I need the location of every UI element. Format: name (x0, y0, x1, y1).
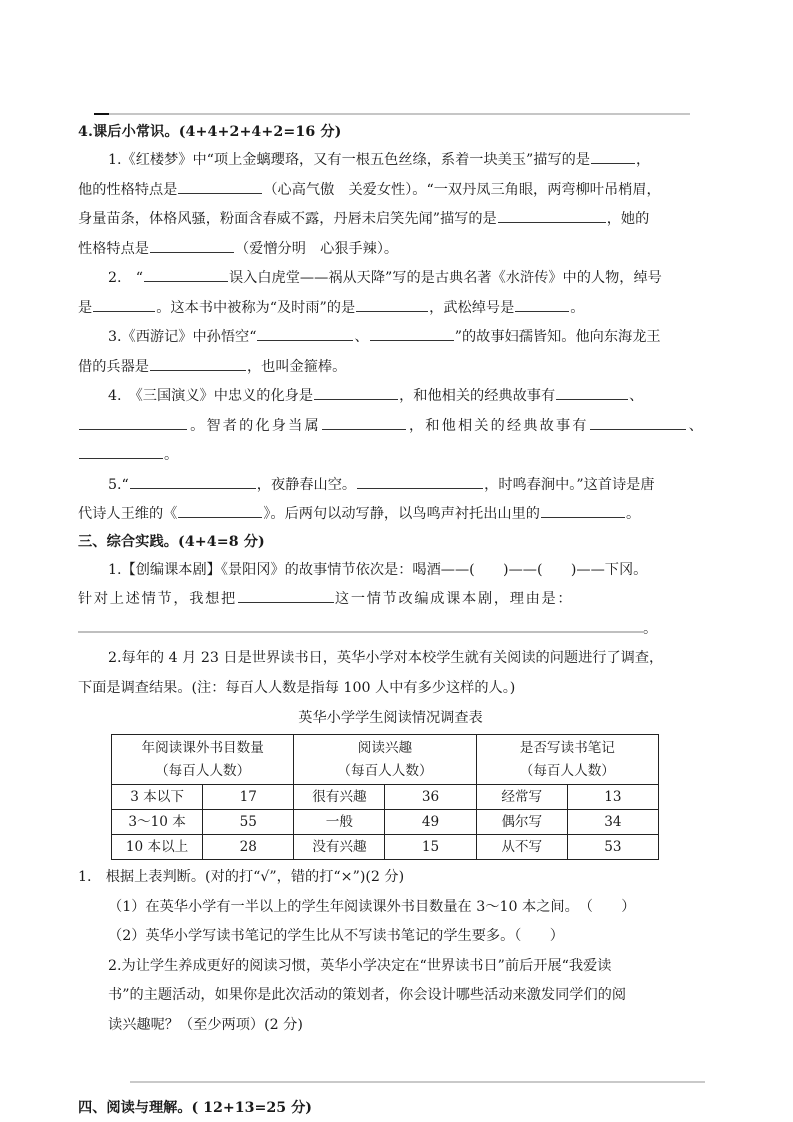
q4-5-text-c: ，时鸣春涧中。”这首诗是唐 (484, 476, 655, 493)
q4-3-text-a: 3.《西游记》中孙悟空“ (108, 329, 257, 345)
table-header-interest (294, 735, 476, 785)
table-header-books (112, 735, 294, 785)
q4-1-text-b: ， (636, 152, 651, 168)
cell-category: 3～10 本 (112, 810, 203, 835)
question-4-4-line2 (78, 412, 703, 471)
q4-2-text-b: 误入白虎堂——祸从天降”写的是古典名著《水浒传》中的人物，绰号 (228, 270, 662, 286)
cell-category: 一般 (294, 810, 385, 835)
q4-5-text-d: 代诗人王维的《 (78, 506, 178, 522)
divider-rule (109, 113, 690, 115)
header-line-1: 年阅读课外书目数量 (141, 739, 264, 756)
q4-1-text-f: ，她的 (606, 211, 650, 227)
blank[interactable] (314, 383, 398, 400)
q3-2-text-a: 2.每年的 4 月 23 日是世界读书日，英华小学对本校学生就有关阅读的问题进行了调查， (108, 650, 664, 666)
question-4-1-line2 (78, 176, 703, 206)
question-4-5-line2 (78, 500, 703, 530)
q4-4-text-d: 。智者的化身当属 (188, 417, 321, 434)
top-divider (78, 104, 703, 118)
header-line-2: （每百人人数） (519, 762, 615, 779)
cell-value: 15 (385, 835, 476, 860)
cell-value: 49 (385, 810, 476, 835)
q3-1-text-a: 1.【创编课本剧】《景阳冈》的故事情节依次是：喝酒——( )——( )——下冈。 (108, 561, 648, 578)
q4-2-text-a: 2. “ (108, 270, 143, 286)
reading-survey-table (111, 734, 659, 860)
q4-3-text-d: 借的兵器是 (78, 358, 149, 375)
q3-1-text-c: 这一情节改编成课本剧，理由是： (334, 591, 574, 607)
blank[interactable] (556, 383, 628, 400)
blank[interactable] (150, 236, 234, 253)
cell-value: 17 (203, 785, 294, 810)
q3-1-text-d: 。 (643, 620, 658, 637)
judge-instruction: 1. 根据上表判断。(对的打“√”，错的打“×”)(2 分) (78, 869, 405, 885)
divider-rule (130, 1081, 705, 1083)
page-content (78, 104, 703, 1121)
q4-5-text-e: 》。后两句以动写静，以鸟鸣声衬托出山里的 (263, 506, 540, 522)
question-3-2-activity-line3: 读兴趣呢？（至少两项）(2 分) (108, 1016, 303, 1033)
question-4-3 (78, 323, 703, 353)
q3-1-text-b: 针对上述情节，我想把 (78, 591, 237, 607)
question-3-2-intro-line2 (78, 674, 703, 704)
question-4-1-line3 (78, 205, 703, 235)
question-4-2-line2 (78, 294, 703, 324)
question-4-2 (78, 264, 703, 294)
q4-4-text-e: ，和他相关的经典故事有 (406, 417, 589, 434)
blank[interactable] (178, 177, 262, 194)
judge-statement-1[interactable]: （1）在英华小学有一半以上的学生年阅读课外书目数量在 3～10 本之间。 （ ） (108, 898, 636, 915)
blank[interactable] (130, 472, 256, 489)
blank[interactable] (356, 295, 428, 312)
cell-value: 34 (567, 810, 658, 835)
header-line-2: （每百人人数） (337, 762, 433, 779)
q4-4-text-b: ，和他相关的经典故事有 (399, 388, 556, 404)
q4-4-text-g: 。 (164, 447, 179, 463)
blank[interactable] (322, 413, 406, 430)
question-4-3-line2 (78, 353, 703, 383)
question-4-4 (78, 382, 703, 412)
question-4-1 (78, 146, 703, 176)
q4-1-text-a: 1.《红楼梦》中“项上金螭瓔珞，又有一根五色丝绦，系着一块美玉”描写的是 (108, 152, 591, 168)
blank[interactable] (357, 472, 483, 489)
question-3-2-activity: 2.为让学生养成更好的阅读习惯，英华小学决定在“世界读书日”前后开展“我爱读 (108, 957, 612, 974)
blank[interactable] (178, 501, 262, 518)
blank[interactable] (370, 324, 454, 341)
question-4-1-line4 (78, 235, 703, 265)
question-3-1-answer-line (78, 615, 703, 645)
cell-category: 3 本以下 (112, 785, 203, 810)
q4-2-text-e: ，武松绰号是 (429, 299, 515, 316)
table-row (112, 810, 659, 835)
q4-1-text-d: （心高气傲 关爱女性）。“一双丹凤三角眼，两弯柳叶吊梢眉， (263, 181, 661, 198)
survey-table-title: 英华小学学生阅读情况调查表 (298, 710, 483, 726)
blank[interactable] (591, 147, 635, 164)
blank[interactable] (79, 413, 187, 430)
divider-stub (94, 113, 109, 115)
blank[interactable] (150, 354, 246, 371)
judge-statement-2[interactable]: （2）英华小学写读书笔记的学生比从不写读书笔记的学生要多。（ ） (108, 928, 564, 944)
question-3-1 (78, 556, 703, 586)
cell-category: 10 本以上 (112, 835, 203, 860)
section-heading-comprehensive-practice: 三、综合实践。(4+4=8 分) (78, 533, 265, 550)
header-line-2: （每百人人数） (155, 762, 251, 779)
cell-category: 很有兴趣 (294, 785, 385, 810)
q4-5-text-a: 5.“ (108, 476, 129, 493)
blank[interactable] (79, 442, 163, 459)
q4-3-text-b: 、 (354, 329, 369, 345)
question-3-2-intro (78, 644, 703, 674)
table-row (112, 785, 659, 810)
table-header-row (112, 735, 659, 785)
question-3-1-line2 (78, 585, 703, 615)
table-row (112, 835, 659, 860)
blank[interactable] (515, 295, 569, 312)
q4-5-text-b: ，夜静春山空。 (256, 476, 357, 493)
q4-3-text-c: ”的故事妇孺皆知。他向东海龙王 (454, 329, 661, 345)
table-header-notes (476, 735, 658, 785)
cell-category: 没有兴趣 (294, 835, 385, 860)
cell-value: 53 (567, 835, 658, 860)
cell-category: 从不写 (476, 835, 567, 860)
blank[interactable] (144, 265, 228, 282)
cell-category: 经常写 (476, 785, 567, 810)
cell-value: 28 (203, 835, 294, 860)
cell-value: 36 (385, 785, 476, 810)
question-4-5 (78, 471, 703, 501)
cell-value: 55 (203, 810, 294, 835)
q4-3-text-e: ，也叫金箍棒。 (246, 358, 347, 375)
q3-2-text-b: 下面是调查结果。(注：每百人人数是指每 100 人中有多少这样的人。) (78, 679, 516, 696)
answer-ruled-line[interactable] (78, 616, 643, 633)
blank[interactable] (238, 586, 334, 603)
blank[interactable] (257, 324, 353, 341)
blank[interactable] (541, 501, 625, 518)
blank[interactable] (93, 295, 155, 312)
q4-4-text-f: 、 (686, 417, 703, 434)
q4-5-text-f: 。 (625, 506, 641, 522)
q4-2-text-d: 。这本书中被称为“及时雨”的是 (156, 299, 356, 316)
blank[interactable] (590, 413, 686, 430)
q4-2-text-c: 是 (78, 299, 93, 316)
blank[interactable] (498, 206, 606, 223)
section-heading-post-class-knowledge: 4.课后小常识。(4+4+2+4+2=16 分) (78, 124, 342, 140)
q4-1-text-e: 身量苗条，体格风骚，粉面含春威不露，丹唇未启笑先闻”描写的是 (78, 211, 497, 227)
section-heading-reading-comprehension: 四、阅读与理解。( 12+13=25 分) (78, 1100, 312, 1116)
q4-1-text-c: 他的性格特点是 (78, 181, 178, 198)
q4-1-text-h: （爱憎分明 心狠手辣）。 (234, 240, 399, 257)
q4-4-text-a: 4. 《三国演义》中忠义的化身是 (108, 388, 314, 404)
q4-2-text-f: 。 (570, 299, 585, 316)
header-line-1: 阅读兴趣 (357, 739, 413, 756)
cell-category: 偶尔写 (476, 810, 567, 835)
q4-1-text-g: 性格特点是 (78, 240, 149, 257)
cell-value: 13 (567, 785, 658, 810)
question-3-2-activity-line2: 书”的主题活动，如果你是此次活动的策划者，你会设计哪些活动来激发同学们的阅 (108, 987, 627, 1003)
q4-4-text-c: 、 (629, 388, 644, 404)
header-line-1: 是否写读书笔记 (519, 739, 615, 756)
bottom-divider (78, 1074, 703, 1090)
